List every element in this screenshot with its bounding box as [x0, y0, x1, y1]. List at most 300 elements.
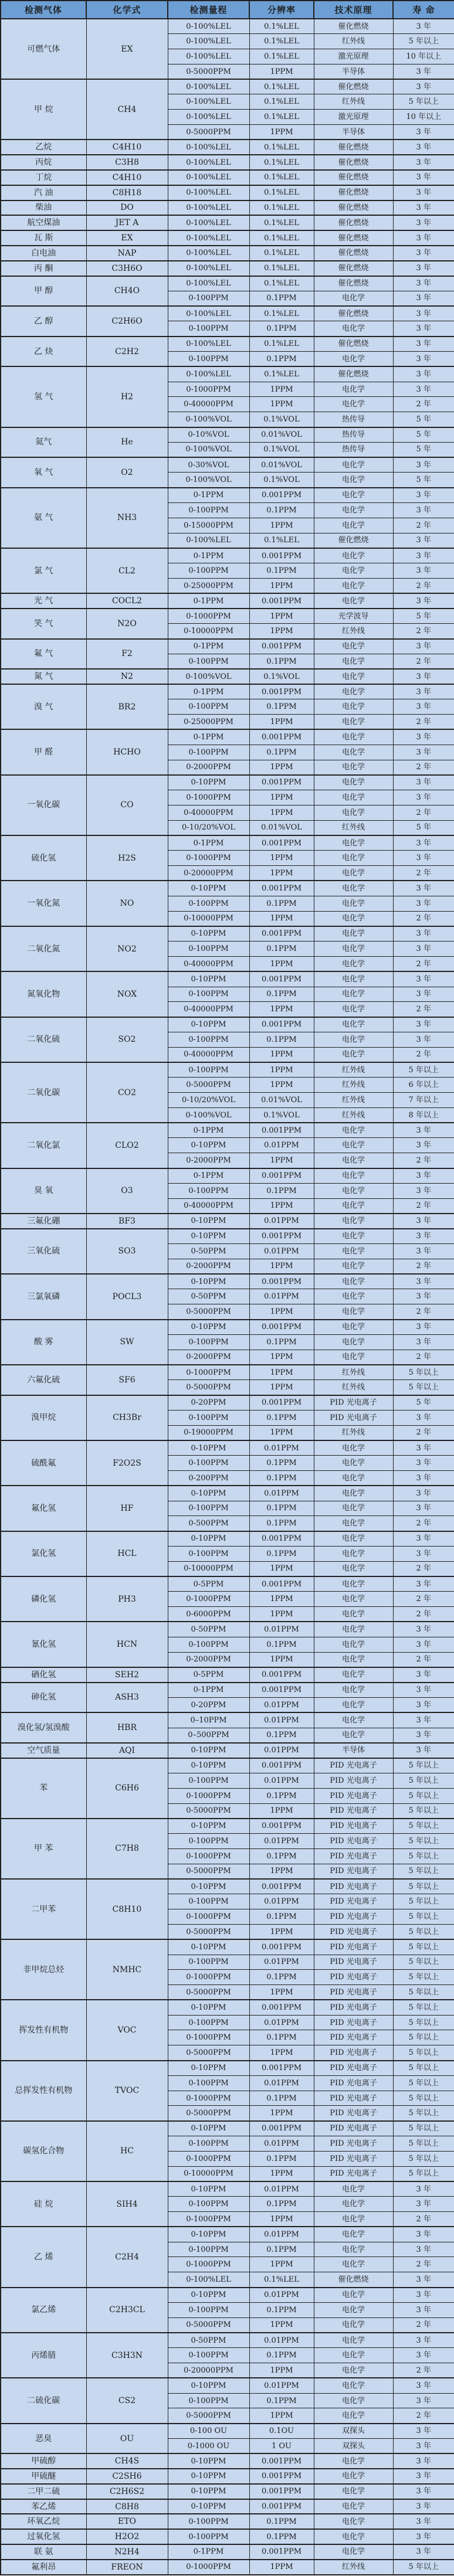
table-row: [1, 2378, 454, 2393]
resolution-cell: 1PPM: [249, 1350, 314, 1365]
resolution-cell: 0.1PPM: [249, 2091, 314, 2106]
lifespan-cell: 3 年: [393, 2348, 454, 2363]
lifespan-cell: 2 年: [393, 2363, 454, 2378]
range-cell: 0-100%VOL: [168, 442, 249, 457]
principle-cell: 电化学: [314, 1501, 393, 1516]
range-cell: 0-10PPM: [168, 1229, 249, 1244]
resolution-cell: 0.001PPM: [249, 2544, 314, 2560]
principle-cell: 电化学: [314, 684, 393, 699]
range-cell: 0-2000PPM: [168, 1259, 249, 1274]
range-cell: 0-1000PPM: [168, 609, 249, 624]
lifespan-cell: 2 年: [393, 2408, 454, 2424]
resolution-cell: 0.1%LEL: [249, 2272, 314, 2288]
principle-cell: 催化燃烧: [314, 276, 393, 291]
range-cell: 0-100PPM: [168, 987, 249, 1002]
resolution-cell: 0.1%LEL: [249, 276, 314, 291]
resolution-cell: 0.1%VOL: [249, 669, 314, 684]
table-header: [1, 1, 454, 19]
principle-cell: PID 光电离子: [314, 2045, 393, 2061]
lifespan-cell: 5 年以上: [393, 2015, 454, 2030]
lifespan-cell: 7 年以上: [393, 1093, 454, 1108]
lifespan-cell: 2 年: [393, 578, 454, 593]
column-header: 检测气体: [1, 1, 86, 19]
resolution-cell: 0.1%LEL: [249, 79, 314, 94]
lifespan-cell: 5 年以上: [393, 1894, 454, 1909]
range-cell: 0-1000PPM: [168, 1788, 249, 1803]
range-cell: 0-1000PPM: [168, 382, 249, 397]
lifespan-cell: 3 年: [393, 246, 454, 261]
range-cell: 0-100PPM: [168, 1894, 249, 1909]
table-row: [1, 2333, 454, 2348]
range-cell: 0-20PPM: [168, 1697, 249, 1712]
lifespan-cell: 2 年: [393, 1047, 454, 1062]
table-row: [1, 215, 454, 230]
gas-name-cell: 二甲苯: [1, 1879, 86, 1939]
resolution-cell: 1PPM: [249, 397, 314, 412]
gas-name-cell: 氧 气: [1, 457, 86, 488]
lifespan-cell: 2 年: [393, 624, 454, 639]
gas-name-cell: 氰化氢: [1, 1622, 86, 1667]
range-cell: 0-500PPM: [168, 1516, 249, 1531]
table-row: [1, 1274, 454, 1289]
lifespan-cell: 2 年: [393, 1002, 454, 1017]
gas-name-cell: 光 气: [1, 593, 86, 609]
formula-cell: F2: [86, 639, 168, 670]
principle-cell: 电化学: [314, 1546, 393, 1561]
range-cell: 0-10000PPM: [168, 1561, 249, 1576]
formula-cell: C2SH6: [86, 2469, 168, 2484]
principle-cell: PID 光电离子: [314, 1834, 393, 1849]
resolution-cell: 0.1PPM: [249, 2529, 314, 2544]
gas-name-cell: 空气质量: [1, 1743, 86, 1758]
formula-cell: HC: [86, 2121, 168, 2181]
principle-cell: 电化学: [314, 1198, 393, 1214]
lifespan-cell: 3 年: [393, 745, 454, 760]
principle-cell: 电化学: [314, 1350, 393, 1365]
range-cell: 0-50PPM: [168, 1244, 249, 1259]
range-cell: 0-10/20%VOL: [168, 820, 249, 835]
range-cell: 0-1000PPM: [168, 1365, 249, 1380]
gas-name-cell: 一氧化氮: [1, 881, 86, 926]
lifespan-cell: 5 年以上: [393, 2030, 454, 2045]
principle-cell: 电化学: [314, 745, 393, 760]
resolution-cell: 1PPM: [249, 866, 314, 881]
formula-cell: BF3: [86, 1214, 168, 1229]
range-cell: 0-10PPM: [168, 2227, 249, 2242]
lifespan-cell: 5 年以上: [393, 1062, 454, 1078]
range-cell: 0-10PPM: [168, 2181, 249, 2197]
lifespan-cell: 3 年: [393, 2393, 454, 2408]
lifespan-cell: 5 年以上: [393, 1879, 454, 1894]
lifespan-cell: 3 年: [393, 2424, 454, 2439]
formula-cell: C8H10: [86, 1879, 168, 1939]
lifespan-cell: 3 年: [393, 1576, 454, 1592]
range-cell: 0-100%LEL: [168, 155, 249, 170]
gas-name-cell: 白电油: [1, 246, 86, 261]
formula-cell: CO: [86, 775, 168, 835]
table-row: [1, 971, 454, 987]
table-row: [1, 140, 454, 155]
range-cell: 0-10PPM: [168, 1486, 249, 1501]
range-cell: 0-1000PPM: [168, 1970, 249, 1985]
lifespan-cell: 3 年: [393, 337, 454, 352]
range-cell: 0-15000PPM: [168, 518, 249, 533]
range-cell: 0-100PPM: [168, 1955, 249, 1970]
resolution-cell: 0.001PPM: [249, 1017, 314, 1032]
lifespan-cell: 5 年以上: [393, 1834, 454, 1849]
table-row: [1, 1622, 454, 1637]
lifespan-cell: 2 年: [393, 1652, 454, 1667]
range-cell: 0-100PPM: [168, 1183, 249, 1198]
principle-cell: PID 光电离子: [314, 1955, 393, 1970]
lifespan-cell: 3 年: [393, 155, 454, 170]
lifespan-cell: 5 年: [393, 1395, 454, 1411]
resolution-cell: 0.1PPM: [249, 2242, 314, 2257]
lifespan-cell: 3 年: [393, 1728, 454, 1743]
range-cell: 0-10PPM: [168, 1440, 249, 1456]
lifespan-cell: 5 年以上: [393, 2000, 454, 2015]
formula-cell: VOC: [86, 2000, 168, 2060]
principle-cell: 电化学: [314, 503, 393, 518]
principle-cell: PID 光电离子: [314, 1803, 393, 1819]
range-cell: 0-1PPM: [168, 488, 249, 503]
principle-cell: 电化学: [314, 1214, 393, 1229]
principle-cell: 电化学: [314, 896, 393, 911]
resolution-cell: 1PPM: [249, 1078, 314, 1093]
principle-cell: 催化燃烧: [314, 246, 393, 261]
principle-cell: 电化学: [314, 2529, 393, 2544]
resolution-cell: 0.001PPM: [249, 971, 314, 987]
resolution-cell: 0.1%VOL: [249, 1107, 314, 1123]
resolution-cell: 0.1PPM: [249, 503, 314, 518]
range-cell: 0-1PPM: [168, 835, 249, 851]
principle-cell: 电化学: [314, 1561, 393, 1576]
principle-cell: 电化学: [314, 1320, 393, 1335]
resolution-cell: 0.01PPM: [249, 2075, 314, 2091]
formula-cell: O2: [86, 457, 168, 488]
gas-name-cell: 硫酰氟: [1, 1440, 86, 1486]
gas-name-cell: 丙烯腈: [1, 2333, 86, 2378]
principle-cell: PID 光电离子: [314, 1879, 393, 1894]
lifespan-cell: 3 年: [393, 775, 454, 790]
resolution-cell: 0.01%VOL: [249, 1093, 314, 1108]
lifespan-cell: 3 年: [393, 1531, 454, 1547]
principle-cell: 电化学: [314, 971, 393, 987]
resolution-cell: 0.001PPM: [249, 775, 314, 790]
range-cell: 0-1PPM: [168, 639, 249, 654]
lifespan-cell: 3 年: [393, 1637, 454, 1652]
lifespan-cell: 3 年: [393, 2227, 454, 2242]
resolution-cell: 0.001PPM: [249, 2453, 314, 2469]
principle-cell: 电化学: [314, 2317, 393, 2333]
gas-name-cell: 汽 油: [1, 185, 86, 200]
resolution-cell: 0.1PPM: [249, 1516, 314, 1531]
gas-name-cell: 氯 气: [1, 548, 86, 593]
principle-cell: PID 光电离子: [314, 1819, 393, 1834]
formula-cell: SIH4: [86, 2181, 168, 2227]
principle-cell: PID 光电离子: [314, 1788, 393, 1803]
gas-name-cell: 氟 气: [1, 639, 86, 670]
range-cell: 0-100PPM: [168, 654, 249, 669]
lifespan-cell: 3 年: [393, 1410, 454, 1425]
lifespan-cell: 3 年: [393, 306, 454, 321]
resolution-cell: 0.01PPM: [249, 2227, 314, 2242]
principle-cell: 电化学: [314, 2257, 393, 2272]
table-row: [1, 1440, 454, 1456]
table-row: [1, 1229, 454, 1244]
resolution-cell: 1PPM: [249, 1198, 314, 1214]
resolution-cell: 1PPM: [249, 760, 314, 775]
resolution-cell: 0.001PPM: [249, 1123, 314, 1138]
range-cell: 0-100%LEL: [168, 79, 249, 94]
range-cell: 0-100PPM: [168, 1456, 249, 1471]
principle-cell: 热传导: [314, 442, 393, 457]
principle-cell: 催化燃烧: [314, 306, 393, 321]
principle-cell: PID 光电离子: [314, 1924, 393, 1939]
lifespan-cell: 5 年以上: [393, 2166, 454, 2181]
range-cell: 0-100PPM: [168, 1773, 249, 1788]
principle-cell: 催化燃烧: [314, 19, 393, 34]
resolution-cell: 0.001PPM: [249, 881, 314, 896]
resolution-cell: 0.01PPM: [249, 1712, 314, 1728]
gas-name-cell: 三氯氧磷: [1, 1274, 86, 1319]
lifespan-cell: 5 年以上: [393, 1803, 454, 1819]
range-cell: 0-40000PPM: [168, 1047, 249, 1062]
principle-cell: 红外线: [314, 2560, 393, 2575]
lifespan-cell: 3 年: [393, 1244, 454, 1259]
gas-name-cell: 航空煤油: [1, 215, 86, 230]
principle-cell: 电化学: [314, 1712, 393, 1728]
lifespan-cell: 2 年: [393, 1259, 454, 1274]
resolution-cell: 0.01%VOL: [249, 457, 314, 473]
gas-name-cell: 一氧化碳: [1, 775, 86, 835]
formula-cell: HCN: [86, 1622, 168, 1667]
range-cell: 0-10PPM: [168, 971, 249, 987]
lifespan-cell: 3 年: [393, 1667, 454, 1683]
range-cell: 0-100%LEL: [168, 337, 249, 352]
lifespan-cell: 3 年: [393, 971, 454, 987]
range-cell: 0-100%LEL: [168, 200, 249, 216]
range-cell: 0-100%VOL: [168, 473, 249, 488]
range-cell: 0-1000PPM: [168, 2151, 249, 2166]
lifespan-cell: 2 年: [393, 1607, 454, 1622]
principle-cell: 催化燃烧: [314, 140, 393, 155]
resolution-cell: 1PPM: [249, 715, 314, 730]
resolution-cell: 1PPM: [249, 518, 314, 533]
range-cell: 0-100PPM: [168, 1546, 249, 1561]
gas-name-cell: 磷化氢: [1, 1576, 86, 1622]
range-cell: 0-40000PPM: [168, 1198, 249, 1214]
resolution-cell: 0.001PPM: [249, 593, 314, 609]
range-cell: 0-10PPM: [168, 2469, 249, 2484]
resolution-cell: 0.01PPM: [249, 1894, 314, 1909]
range-cell: 0-5000PPM: [168, 64, 249, 79]
range-cell: 0-100 OU: [168, 2424, 249, 2439]
resolution-cell: 0.1%LEL: [249, 170, 314, 185]
resolution-cell: 0.1%LEL: [249, 200, 314, 216]
table-row: [1, 155, 454, 170]
table-row: [1, 1168, 454, 1184]
resolution-cell: 0.01PPM: [249, 2015, 314, 2030]
gas-name-cell: 二硫化碳: [1, 2378, 86, 2423]
table-row: [1, 306, 454, 321]
formula-cell: ETO: [86, 2514, 168, 2529]
table-row: [1, 200, 454, 216]
gas-name-cell: 二氧化氯: [1, 1123, 86, 1168]
principle-cell: 电化学: [314, 790, 393, 806]
formula-cell: COCL2: [86, 593, 168, 609]
resolution-cell: 0.001PPM: [249, 1320, 314, 1335]
resolution-cell: 0.01%VOL: [249, 427, 314, 443]
principle-cell: 电化学: [314, 911, 393, 926]
lifespan-cell: 3 年: [393, 366, 454, 382]
range-cell: 0-1PPM: [168, 593, 249, 609]
principle-cell: 半导体: [314, 125, 393, 140]
table-row: [1, 1758, 454, 1773]
resolution-cell: 0.01PPM: [249, 2378, 314, 2393]
resolution-cell: 1PPM: [249, 1652, 314, 1667]
principle-cell: PID 光电离子: [314, 2075, 393, 2091]
gas-name-cell: 丙烷: [1, 155, 86, 170]
lifespan-cell: 3 年: [393, 684, 454, 699]
lifespan-cell: 3 年: [393, 1229, 454, 1244]
lifespan-cell: 3 年: [393, 1123, 454, 1138]
lifespan-cell: 5 年: [393, 609, 454, 624]
principle-cell: 电化学: [314, 2469, 393, 2484]
range-cell: 0-10PPM: [168, 1819, 249, 1834]
resolution-cell: 0.1%LEL: [249, 140, 314, 155]
lifespan-cell: 3 年: [393, 64, 454, 79]
table-row: [1, 185, 454, 200]
gas-name-cell: 硒化氢: [1, 1667, 86, 1683]
resolution-cell: 0.001PPM: [249, 2469, 314, 2484]
lifespan-cell: 5 年以上: [393, 94, 454, 110]
principle-cell: 电化学: [314, 1531, 393, 1547]
principle-cell: 电化学: [314, 2242, 393, 2257]
lifespan-cell: 5 年以上: [393, 1970, 454, 1985]
lifespan-cell: 3 年: [393, 1683, 454, 1698]
table-row: [1, 19, 454, 34]
resolution-cell: 1PPM: [249, 1592, 314, 1607]
lifespan-cell: 3 年: [393, 488, 454, 503]
principle-cell: 电化学: [314, 1637, 393, 1652]
lifespan-cell: 3 年: [393, 2302, 454, 2317]
lifespan-cell: 5 年以上: [393, 1788, 454, 1803]
resolution-cell: 0.001PPM: [249, 488, 314, 503]
formula-cell: CLO2: [86, 1123, 168, 1168]
lifespan-cell: 2 年: [393, 2212, 454, 2227]
resolution-cell: 0.1%LEL: [249, 533, 314, 548]
resolution-cell: 0.1PPM: [249, 2030, 314, 2045]
lifespan-cell: 3 年: [393, 352, 454, 367]
resolution-cell: 0.001PPM: [249, 1168, 314, 1184]
lifespan-cell: 2 年: [393, 760, 454, 775]
range-cell: 0-100PPM: [168, 2197, 249, 2212]
resolution-cell: 0.1PPM: [249, 2151, 314, 2166]
principle-cell: 电化学: [314, 1592, 393, 1607]
resolution-cell: 1PPM: [249, 578, 314, 593]
table-row: [1, 1214, 454, 1229]
principle-cell: 电化学: [314, 1047, 393, 1062]
resolution-cell: 0.001PPM: [249, 2061, 314, 2076]
formula-cell: TVOC: [86, 2061, 168, 2121]
header-row: [1, 1, 454, 19]
resolution-cell: 0.1PPM: [249, 1471, 314, 1486]
lifespan-cell: 5 年以上: [393, 2136, 454, 2152]
principle-cell: 红外线: [314, 1078, 393, 1093]
range-cell: 0-100%LEL: [168, 533, 249, 548]
principle-cell: 电化学: [314, 2348, 393, 2363]
resolution-cell: 0.1PPM: [249, 2302, 314, 2317]
principle-cell: 光学波导: [314, 609, 393, 624]
range-cell: 0-100PPM: [168, 942, 249, 957]
formula-cell: N2: [86, 669, 168, 684]
formula-cell: C4H10: [86, 140, 168, 155]
resolution-cell: 0.001PPM: [249, 835, 314, 851]
principle-cell: 催化燃烧: [314, 215, 393, 230]
resolution-cell: 1PPM: [249, 1561, 314, 1576]
resolution-cell: 0.1PPM: [249, 1848, 314, 1864]
lifespan-cell: 3 年: [393, 2453, 454, 2469]
principle-cell: 电化学: [314, 563, 393, 579]
lifespan-cell: 2 年: [393, 518, 454, 533]
lifespan-cell: 2 年: [393, 911, 454, 926]
principle-cell: 电化学: [314, 956, 393, 971]
range-cell: 0-100PPM: [168, 2348, 249, 2363]
lifespan-cell: 5 年以上: [393, 1819, 454, 1834]
lifespan-cell: 3 年: [393, 230, 454, 246]
table-row: [1, 835, 454, 851]
principle-cell: PID 光电离子: [314, 1773, 393, 1788]
lifespan-cell: 3 年: [393, 1214, 454, 1229]
principle-cell: 半导体: [314, 1743, 393, 1758]
resolution-cell: 0.01%VOL: [249, 820, 314, 835]
gas-name-cell: 氨 气: [1, 488, 86, 548]
range-cell: 0-10000PPM: [168, 2166, 249, 2181]
column-header: 技术原理: [314, 1, 393, 19]
principle-cell: 电化学: [314, 2197, 393, 2212]
principle-cell: 电化学: [314, 2212, 393, 2227]
gas-name-cell: 总挥发性有机物: [1, 2061, 86, 2121]
lifespan-cell: 5 年以上: [393, 2091, 454, 2106]
gas-name-cell: 非甲烷总烃: [1, 1939, 86, 2000]
resolution-cell: 0.1PPM: [249, 1501, 314, 1516]
principle-cell: 电化学: [314, 1576, 393, 1592]
lifespan-cell: 3 年: [393, 835, 454, 851]
gas-name-cell: 甲硫醚: [1, 2469, 86, 2484]
resolution-cell: 1PPM: [249, 2317, 314, 2333]
table-row: [1, 1017, 454, 1032]
principle-cell: 电化学: [314, 926, 393, 942]
principle-cell: 电化学: [314, 1123, 393, 1138]
range-cell: 0-10PPM: [168, 2061, 249, 2076]
range-cell: 0-100PPM: [168, 1501, 249, 1516]
table-row: [1, 684, 454, 699]
range-cell: 0-100PPM: [168, 563, 249, 579]
lifespan-cell: 5 年以上: [393, 2151, 454, 2166]
range-cell: 0-5000PPM: [168, 2106, 249, 2121]
range-cell: 0-10PPM: [168, 881, 249, 896]
resolution-cell: 0.001PPM: [249, 729, 314, 745]
formula-cell: CH4O: [86, 276, 168, 307]
principle-cell: 电化学: [314, 2484, 393, 2499]
principle-cell: 红外线: [314, 1365, 393, 1380]
principle-cell: PID 光电离子: [314, 1758, 393, 1773]
lifespan-cell: 5 年以上: [393, 1955, 454, 1970]
range-cell: 0–10PPM: [168, 1712, 249, 1728]
resolution-cell: 1PPM: [249, 956, 314, 971]
gas-name-cell: 氮氧化物: [1, 971, 86, 1017]
